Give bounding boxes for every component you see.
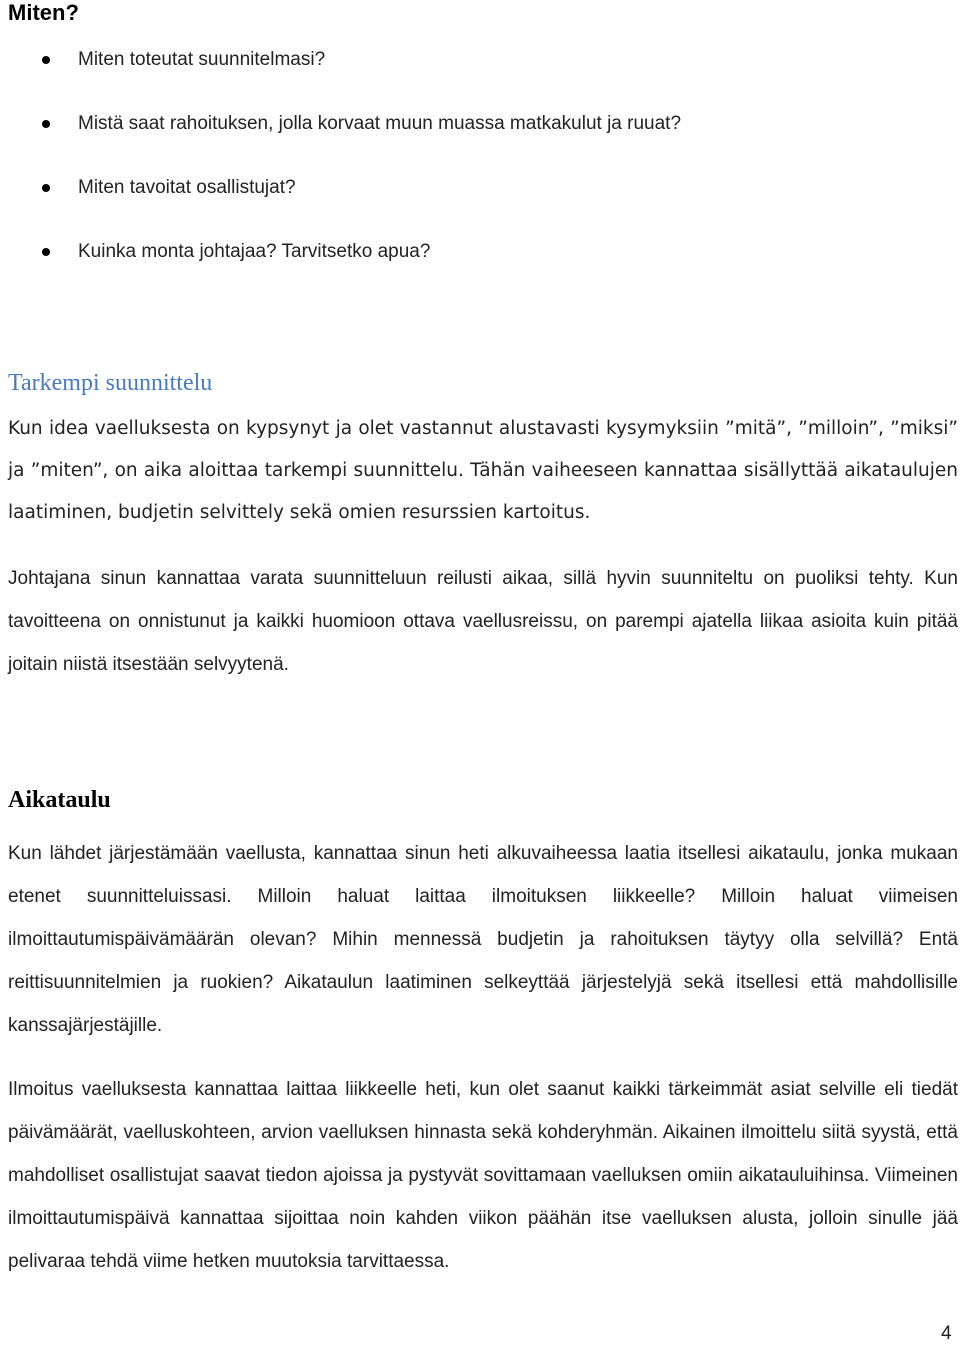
list-item (0, 44, 960, 108)
page-number: 4 (941, 1323, 952, 1344)
list-item-text: Kuinka monta johtajaa? Tarvitsetko apua? (78, 241, 431, 262)
list-item-text: Mistä saat rahoituksen, jolla korvaat muun muassa matkakulut ja ruuat? (78, 113, 682, 134)
bullet-icon (42, 56, 50, 64)
paragraph: Kun idea vaelluksesta on kypsynyt ja olet vastannut alustavasti kysymyksiin ”mitä”, ”milloin”, ”miksi” ja ”miten”, on aika aloittaa tarkempi suunnittelu. Tähän vaiheeseen kannattaa sisällyttää aikataulujen laatiminen, budjetin selvittely sekä omien resurssien kartoitus. (8, 418, 958, 523)
bullet-icon (42, 120, 50, 128)
list-item (0, 108, 960, 172)
list-item (0, 236, 960, 300)
list-item (0, 172, 960, 236)
heading-aikataulu: Aikataulu (8, 787, 111, 813)
bullet-icon (42, 248, 50, 256)
paragraph: Johtajana sinun kannattaa varata suunnitteluun reilusti aikaa, sillä hyvin suunniteltu on puoliksi tehty. Kun tavoitteena on onnistunut ja kaikki huomioon ottava vaellusreissu, on parempi ajatella liikaa asioita kuin pitää joitain niistä itsestään selvyytenä. (8, 568, 958, 675)
list-item-text: Miten toteutat suunnitelmasi? (78, 49, 326, 70)
heading-tarkempi-suunnittelu: Tarkempi suunnittelu (8, 370, 213, 396)
heading-miten: Miten? (8, 0, 79, 25)
paragraph: Ilmoitus vaelluksesta kannattaa laittaa liikkeelle heti, kun olet saanut kaikki tärkeimmät asiat selville eli tiedät päivämäärät, vaelluskohteen, arvion vaelluksen hinnasta sekä kohderyhmän. Aikainen ilmoittelu siitä syystä, että mahdolliset osallistujat saavat tiedon ajoissa ja pystyvät sovittamaan vaelluksen omiin aikatauluihinsa. Viimeinen ilmoittautumispäivä kannattaa sijoittaa noin kahden viikon päähän itse vaelluksen alusta, jolloin sinulle jää pelivaraa tehdä viime hetken muutoksia tarvittaessa. (8, 1079, 958, 1272)
bullet-icon (42, 184, 50, 192)
list-item-text: Miten tavoitat osallistujat? (78, 177, 296, 198)
question-list (0, 44, 960, 300)
paragraph: Kun lähdet järjestämään vaellusta, kannattaa sinun heti alkuvaiheessa laatia itsellesi aikataulu, jonka mukaan etenet suunnitteluissasi. Milloin haluat laittaa ilmoituksen liikkeelle? Milloin haluat viimeisen ilmoittautumispäivämäärän olevan? Mihin mennessä budjetin ja rahoituksen täytyy olla selvillä? Entä reittisuunnitelmien ja ruokien? Aikataulun laatiminen selkeyttää järjestelyjä sekä itsellesi että mahdollisille kanssajärjestäjille. (8, 843, 958, 1036)
